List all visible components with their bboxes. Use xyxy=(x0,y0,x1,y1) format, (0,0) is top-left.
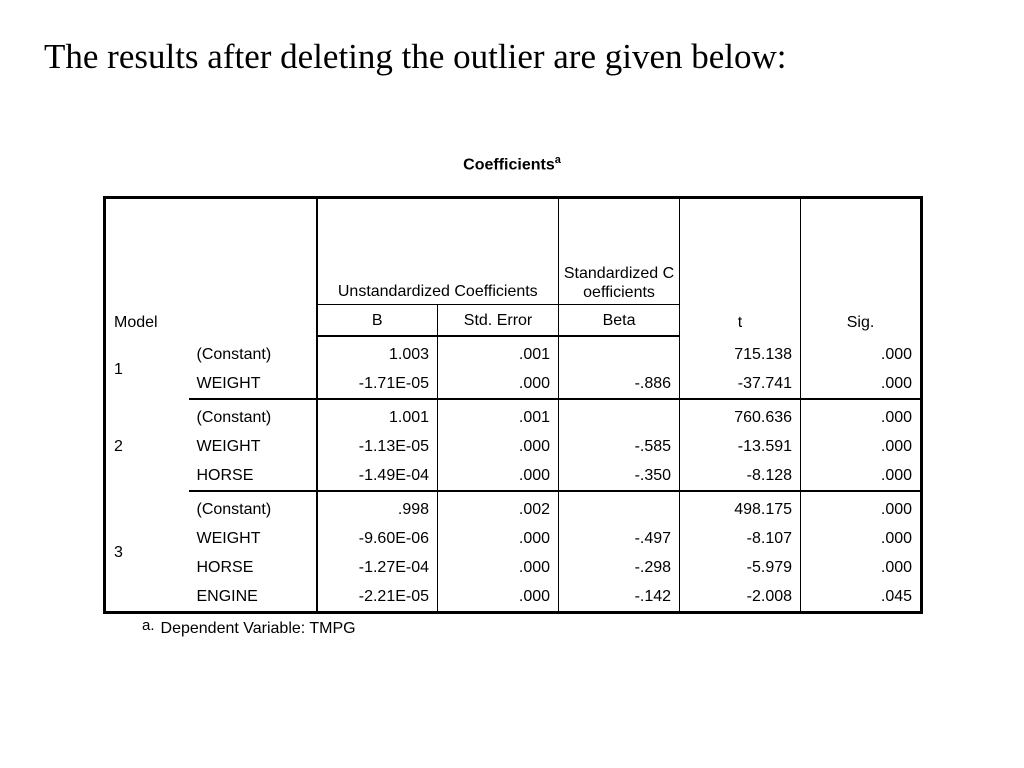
predictor-name: HORSE xyxy=(189,553,317,582)
table-title xyxy=(0,154,1024,174)
table-row xyxy=(105,399,922,432)
predictor-name: (Constant) xyxy=(189,491,317,524)
table-row xyxy=(105,336,922,369)
cell-sig: .000 xyxy=(880,345,913,363)
cell-std-error: .001 xyxy=(438,399,559,432)
table-row xyxy=(105,461,922,491)
model-number: 1 xyxy=(114,360,123,378)
cell-sig: .000 xyxy=(880,409,913,426)
predictor-name: WEIGHT xyxy=(189,369,317,399)
cell-beta: -.298 xyxy=(559,553,680,582)
predictor-name: ENGINE xyxy=(189,582,317,613)
cell-sig: .000 xyxy=(801,369,922,399)
table-title-text: Coefficients xyxy=(463,156,555,174)
cell-b: -1.49E-04 xyxy=(317,461,438,491)
cell-sig: .000 xyxy=(880,530,913,547)
footnote-text: Dependent Variable: TMPG xyxy=(160,620,356,637)
header-sig: Sig. xyxy=(846,314,875,331)
predictor-name: (Constant) xyxy=(189,336,317,369)
cell-t: 760.636 xyxy=(680,399,801,432)
cell-sig: .000 xyxy=(880,438,913,455)
footnote-marker: a. xyxy=(142,617,155,634)
header-standardized: Standardized Coefficients xyxy=(559,198,680,305)
cell-b: .998 xyxy=(317,491,438,524)
header-row-top xyxy=(105,198,922,305)
cell-sig: .000 xyxy=(801,461,922,491)
cell-t: -8.128 xyxy=(680,461,801,491)
table-row xyxy=(105,582,922,613)
header-model: Model xyxy=(105,198,317,337)
cell-t: -2.008 xyxy=(680,582,801,613)
cell-beta: -.142 xyxy=(559,582,680,613)
cell-std-error: .000 xyxy=(438,524,559,553)
cell-t: 498.175 xyxy=(680,491,801,524)
cell-std-error: .000 xyxy=(438,369,559,399)
predictor-name: WEIGHT xyxy=(189,524,317,553)
cell-beta xyxy=(559,491,680,524)
cell-sig: .000 xyxy=(880,559,913,576)
header-t: t xyxy=(680,198,801,337)
cell-t: 715.138 xyxy=(680,336,801,369)
table-row xyxy=(105,524,922,553)
cell-b: 1.001 xyxy=(317,399,438,432)
cell-beta: -.497 xyxy=(559,524,680,553)
cell-b: -9.60E-06 xyxy=(317,524,438,553)
cell-b: -1.27E-04 xyxy=(317,553,438,582)
header-unstandardized: Unstandardized Coefficients xyxy=(317,198,559,305)
model-number: 3 xyxy=(114,544,123,561)
coefficients-body xyxy=(105,336,922,613)
predictor-name: WEIGHT xyxy=(189,432,317,461)
cell-beta xyxy=(559,399,680,432)
header-b: B xyxy=(317,305,438,337)
predictor-name: (Constant) xyxy=(189,399,317,432)
cell-std-error: .000 xyxy=(438,461,559,491)
cell-t: -8.107 xyxy=(680,524,801,553)
cell-beta: -.886 xyxy=(559,369,680,399)
cell-b: -1.13E-05 xyxy=(317,432,438,461)
cell-std-error: .000 xyxy=(438,553,559,582)
cell-t: -5.979 xyxy=(680,553,801,582)
cell-beta: -.585 xyxy=(559,432,680,461)
cell-std-error: .000 xyxy=(438,432,559,461)
predictor-name: HORSE xyxy=(189,461,317,491)
cell-std-error: .001 xyxy=(438,336,559,369)
cell-sig: .000 xyxy=(880,501,913,518)
coefficients-table xyxy=(103,196,923,614)
slide-title: The results after deleting the outlier are given below: xyxy=(44,37,787,76)
table-row xyxy=(105,491,922,524)
header-beta: Beta xyxy=(559,305,680,337)
cell-b: -1.71E-05 xyxy=(317,369,438,399)
cell-std-error: .002 xyxy=(438,491,559,524)
cell-beta xyxy=(559,336,680,369)
cell-sig: .045 xyxy=(801,582,922,613)
table-title-superscript: a xyxy=(554,154,561,166)
header-std-error: Std. Error xyxy=(438,305,559,337)
cell-std-error: .000 xyxy=(438,582,559,613)
cell-t: -13.591 xyxy=(680,432,801,461)
table-row xyxy=(105,432,922,461)
table-row xyxy=(105,369,922,399)
table-row xyxy=(105,553,922,582)
cell-t: -37.741 xyxy=(680,369,801,399)
cell-beta: -.350 xyxy=(559,461,680,491)
model-number: 2 xyxy=(114,438,123,455)
cell-b: 1.003 xyxy=(317,336,438,369)
footnote xyxy=(142,617,356,638)
cell-b: -2.21E-05 xyxy=(317,582,438,613)
